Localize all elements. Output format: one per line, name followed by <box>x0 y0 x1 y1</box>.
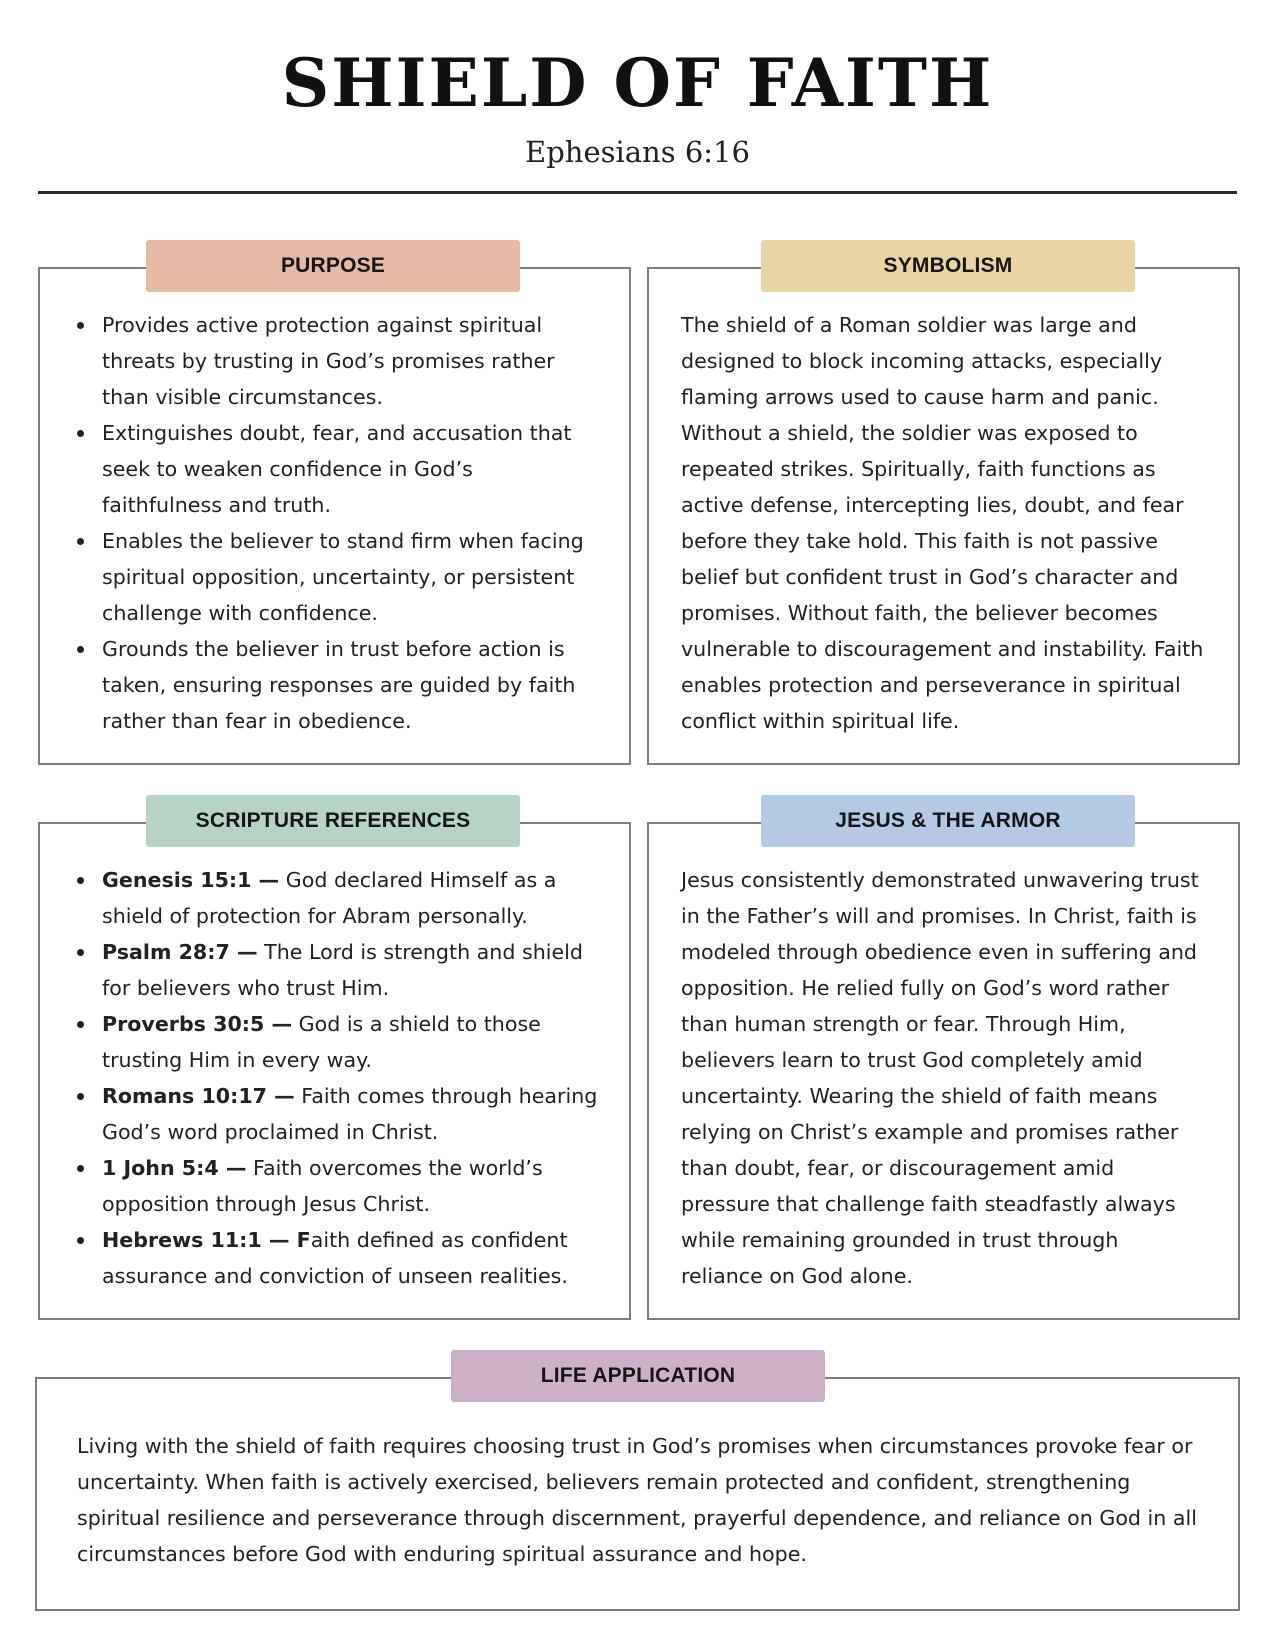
scripture-text: Faith comes through hearing God’s word proclaimed in Christ. <box>102 1084 598 1144</box>
scripture-ref: Psalm 28:7 — <box>102 940 258 964</box>
scripture-ref: Romans 10:17 — <box>102 1084 295 1108</box>
symbolism-text: The shield of a Roman soldier was large and designed to block incoming attacks, especially flaming arrows used to cause harm and panic. Without a shield, the soldier was exposed to repeated strikes. Spiritually, faith functions as active defense, intercepting lies, doubt, and fear before they take hold. This faith is not passive belief but confident trust in God’s character and promises. Without faith, the believer becomes vulnerable to discouragement and instability. Faith enables protection and perseverance in spiritual conflict within spiritual life. <box>681 313 1204 733</box>
header-divider <box>38 191 1237 194</box>
list-item <box>40 862 599 934</box>
scripture-text: Faith overcomes the world’s opposition through Jesus Christ. <box>102 1156 543 1216</box>
life-application-label: LIFE APPLICATION <box>451 1350 825 1402</box>
scripture-ref: Genesis 15:1 — <box>102 868 280 892</box>
scripture-list <box>40 862 629 1294</box>
purpose-list <box>40 307 629 739</box>
jesus-text: Jesus consistently demonstrated unwavering trust in the Father’s will and promises. In Christ, faith is modeled through obedience even in suffering and opposition. He relied fully on God’s word rather than human strength or fear. Through Him, believers learn to trust God completely amid uncertainty. Wearing the shield of faith means relying on Christ’s example and promises rather than doubt, fear, or discouragement amid pressure that challenge faith steadfastly always while remaining grounded in trust through reliance on God alone. <box>681 868 1199 1288</box>
list-item <box>40 1006 599 1078</box>
list-item: Enables the believer to stand firm when facing spiritual opposition, uncertainty, or persistent challenge with confidence. <box>40 523 599 631</box>
scripture-label: SCRIPTURE REFERENCES <box>146 795 520 847</box>
scripture-ref: 1 John 5:4 — <box>102 1156 247 1180</box>
life-application-box <box>35 1377 1240 1611</box>
page-subtitle: Ephesians 6:16 <box>525 135 750 169</box>
scripture-ref: Hebrews 11:1 — F <box>102 1228 311 1252</box>
list-item <box>40 1078 599 1150</box>
symbolism-box <box>647 267 1240 765</box>
scripture-text: The Lord is strength and shield for believers who trust Him. <box>102 940 583 1000</box>
list-item: Provides active protection against spiritual threats by trusting in God’s promises rather than visible circumstances. <box>40 307 599 415</box>
life-application-text: Living with the shield of faith requires choosing trust in God’s promises when circumstances provoke fear or uncertainty. When faith is actively exercised, believers remain protected and confident, strengthening spiritual resilience and perseverance through discernment, prayerful dependence, and reliance on God in all circumstances before God with enduring spiritual assurance and hope. <box>77 1434 1197 1566</box>
purpose-label: PURPOSE <box>146 240 520 292</box>
jesus-box <box>647 822 1240 1320</box>
scripture-box <box>38 822 631 1320</box>
page-title: SHIELD OF FAITH <box>281 44 994 122</box>
jesus-label: JESUS & THE ARMOR <box>761 795 1135 847</box>
symbolism-label: SYMBOLISM <box>761 240 1135 292</box>
list-item: Extinguishes doubt, fear, and accusation that seek to weaken confidence in God’s faithfulness and truth. <box>40 415 599 523</box>
scripture-text: aith defined as confident assurance and conviction of unseen realities. <box>102 1228 568 1288</box>
purpose-box <box>38 267 631 765</box>
scripture-ref: Proverbs 30:5 — <box>102 1012 293 1036</box>
scripture-text: God is a shield to those trusting Him in every way. <box>102 1012 541 1072</box>
scripture-text: God declared Himself as a shield of protection for Abram personally. <box>102 868 557 928</box>
list-item: Grounds the believer in trust before action is taken, ensuring responses are guided by faith rather than fear in obedience. <box>40 631 599 739</box>
list-item <box>40 1222 599 1294</box>
list-item <box>40 934 599 1006</box>
list-item <box>40 1150 599 1222</box>
